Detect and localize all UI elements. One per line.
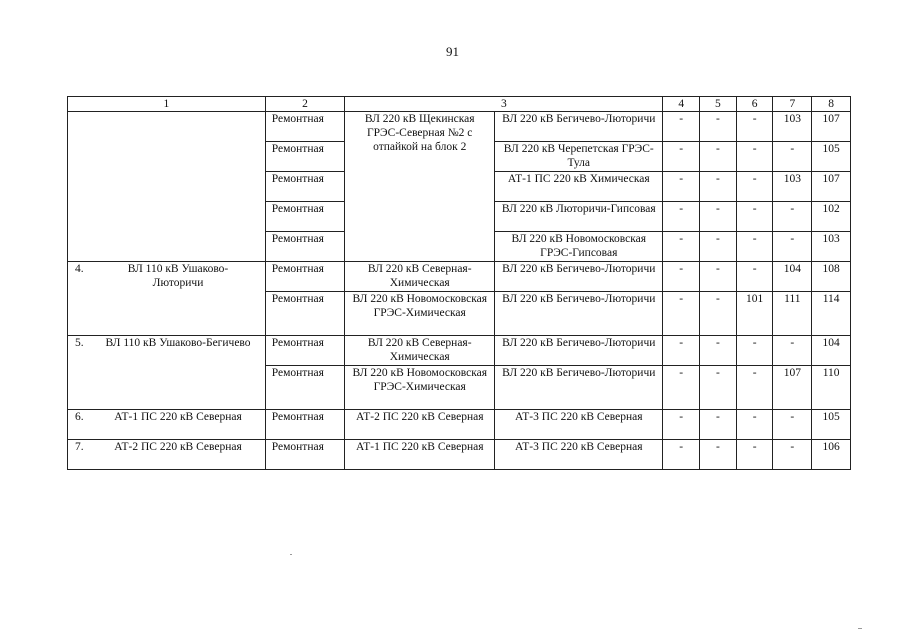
value-cell-v7: - bbox=[773, 232, 812, 262]
disconnection-cell: ВЛ 220 кВ Бегичево-Люторичи bbox=[495, 292, 663, 336]
row-number: 6. bbox=[75, 411, 84, 423]
value-cell-v4: - bbox=[663, 336, 700, 366]
value-cell-v5: - bbox=[700, 172, 737, 202]
header-col-6: 6 bbox=[736, 97, 773, 112]
scan-speck bbox=[290, 554, 292, 555]
value-cell-v6: - bbox=[736, 142, 773, 172]
header-col-1: 1 bbox=[68, 97, 266, 112]
row-number: 7. bbox=[75, 441, 84, 453]
value-cell-v8: 105 bbox=[812, 142, 851, 172]
limits-table bbox=[67, 96, 851, 470]
value-cell-v5: - bbox=[700, 262, 737, 292]
scheme-cell: ВЛ 220 кВ Северная-Химическая bbox=[345, 262, 495, 292]
object-name: ВЛ 110 кВ Ушаково-Люторичи bbox=[127, 263, 229, 289]
value-cell-v4: - bbox=[663, 292, 700, 336]
scheme-cell: ВЛ 220 кВ Щекинская ГРЭС-Северная №2 с отпайкой на блок 2 bbox=[345, 112, 495, 262]
header-col-5: 5 bbox=[700, 97, 737, 112]
value-cell-v8: 114 bbox=[812, 292, 851, 336]
value-cell-v8: 102 bbox=[812, 202, 851, 232]
value-cell-v8: 110 bbox=[812, 366, 851, 410]
value-cell-v4: - bbox=[663, 202, 700, 232]
value-cell-v4: - bbox=[663, 232, 700, 262]
value-cell-v4: - bbox=[663, 440, 700, 470]
value-cell-v6: - bbox=[736, 440, 773, 470]
value-cell-v7: - bbox=[773, 440, 812, 470]
header-col-3: 3 bbox=[345, 97, 663, 112]
object-cell bbox=[68, 112, 266, 262]
value-cell-v8: 105 bbox=[812, 410, 851, 440]
object-cell bbox=[68, 410, 266, 440]
disconnection-cell: ВЛ 220 кВ Бегичево-Люторичи bbox=[495, 336, 663, 366]
header-col-8: 8 bbox=[812, 97, 851, 112]
page-number: 91 bbox=[446, 44, 459, 59]
value-cell-v7: - bbox=[773, 142, 812, 172]
disconnection-cell: ВЛ 220 кВ Новомосковская ГРЭС-Гипсовая bbox=[495, 232, 663, 262]
value-cell-v7: 103 bbox=[773, 172, 812, 202]
scheme-cell: ВЛ 220 кВ Новомосковская ГРЭС-Химическая bbox=[345, 292, 495, 336]
value-cell-v5: - bbox=[700, 142, 737, 172]
value-cell-v6: - bbox=[736, 232, 773, 262]
value-cell-v5: - bbox=[700, 292, 737, 336]
disconnection-cell: АТ-3 ПС 220 кВ Северная bbox=[495, 410, 663, 440]
mode-cell: Ремонтная bbox=[265, 410, 345, 440]
disconnection-cell: ВЛ 220 кВ Бегичево-Люторичи bbox=[495, 262, 663, 292]
value-cell-v4: - bbox=[663, 262, 700, 292]
disconnection-cell: АТ-3 ПС 220 кВ Северная bbox=[495, 440, 663, 470]
value-cell-v6: - bbox=[736, 366, 773, 410]
value-cell-v8: 106 bbox=[812, 440, 851, 470]
mode-cell: Ремонтная bbox=[265, 172, 345, 202]
value-cell-v4: - bbox=[663, 366, 700, 410]
value-cell-v5: - bbox=[700, 112, 737, 142]
object-name: ВЛ 110 кВ Ушаково-Бегичево bbox=[105, 337, 251, 349]
mode-cell: Ремонтная bbox=[265, 232, 345, 262]
header-row bbox=[68, 97, 851, 112]
object-name: АТ-1 ПС 220 кВ Северная bbox=[114, 411, 242, 423]
value-cell-v7: - bbox=[773, 336, 812, 366]
value-cell-v6: - bbox=[736, 410, 773, 440]
object-cell bbox=[68, 440, 266, 470]
value-cell-v6: - bbox=[736, 336, 773, 366]
value-cell-v5: - bbox=[700, 202, 737, 232]
scan-speck bbox=[858, 628, 862, 629]
object-cell bbox=[68, 262, 266, 336]
value-cell-v7: 103 bbox=[773, 112, 812, 142]
table-row bbox=[68, 410, 851, 440]
scheme-cell: АТ-2 ПС 220 кВ Северная bbox=[345, 410, 495, 440]
disconnection-cell: ВЛ 220 кВ Бегичево-Люторичи bbox=[495, 366, 663, 410]
table-row bbox=[68, 262, 851, 292]
value-cell-v5: - bbox=[700, 366, 737, 410]
table-row bbox=[68, 336, 851, 366]
mode-cell: Ремонтная bbox=[265, 112, 345, 142]
object-cell bbox=[68, 336, 266, 410]
disconnection-cell: ВЛ 220 кВ Люторичи-Гипсовая bbox=[495, 202, 663, 232]
scheme-cell: ВЛ 220 кВ Северная-Химическая bbox=[345, 336, 495, 366]
value-cell-v5: - bbox=[700, 232, 737, 262]
value-cell-v4: - bbox=[663, 172, 700, 202]
value-cell-v8: 103 bbox=[812, 232, 851, 262]
header-col-4: 4 bbox=[663, 97, 700, 112]
mode-cell: Ремонтная bbox=[265, 262, 345, 292]
mode-cell: Ремонтная bbox=[265, 292, 345, 336]
value-cell-v6: - bbox=[736, 172, 773, 202]
value-cell-v5: - bbox=[700, 336, 737, 366]
disconnection-cell: АТ-1 ПС 220 кВ Химическая bbox=[495, 172, 663, 202]
value-cell-v6: - bbox=[736, 202, 773, 232]
value-cell-v7: - bbox=[773, 202, 812, 232]
disconnection-cell: ВЛ 220 кВ Черепетская ГРЭС-Тула bbox=[495, 142, 663, 172]
mode-cell: Ремонтная bbox=[265, 440, 345, 470]
value-cell-v4: - bbox=[663, 410, 700, 440]
value-cell-v7: 111 bbox=[773, 292, 812, 336]
value-cell-v8: 107 bbox=[812, 112, 851, 142]
table-body bbox=[68, 112, 851, 470]
disconnection-cell: ВЛ 220 кВ Бегичево-Люторичи bbox=[495, 112, 663, 142]
value-cell-v6: - bbox=[736, 262, 773, 292]
mode-cell: Ремонтная bbox=[265, 202, 345, 232]
value-cell-v6: - bbox=[736, 112, 773, 142]
value-cell-v7: 107 bbox=[773, 366, 812, 410]
value-cell-v6: 101 bbox=[736, 292, 773, 336]
object-name: АТ-2 ПС 220 кВ Северная bbox=[114, 441, 242, 453]
table-row bbox=[68, 112, 851, 142]
value-cell-v7: 104 bbox=[773, 262, 812, 292]
value-cell-v8: 104 bbox=[812, 336, 851, 366]
header-col-2: 2 bbox=[265, 97, 345, 112]
value-cell-v5: - bbox=[700, 440, 737, 470]
value-cell-v7: - bbox=[773, 410, 812, 440]
value-cell-v5: - bbox=[700, 410, 737, 440]
table-row bbox=[68, 440, 851, 470]
mode-cell: Ремонтная bbox=[265, 336, 345, 366]
value-cell-v8: 108 bbox=[812, 262, 851, 292]
mode-cell: Ремонтная bbox=[265, 142, 345, 172]
value-cell-v4: - bbox=[663, 142, 700, 172]
row-number: 5. bbox=[75, 337, 84, 349]
mode-cell: Ремонтная bbox=[265, 366, 345, 410]
header-col-7: 7 bbox=[773, 97, 812, 112]
value-cell-v4: - bbox=[663, 112, 700, 142]
value-cell-v8: 107 bbox=[812, 172, 851, 202]
scheme-cell: ВЛ 220 кВ Новомосковская ГРЭС-Химическая bbox=[345, 366, 495, 410]
scheme-cell: АТ-1 ПС 220 кВ Северная bbox=[345, 440, 495, 470]
row-number: 4. bbox=[75, 263, 84, 275]
